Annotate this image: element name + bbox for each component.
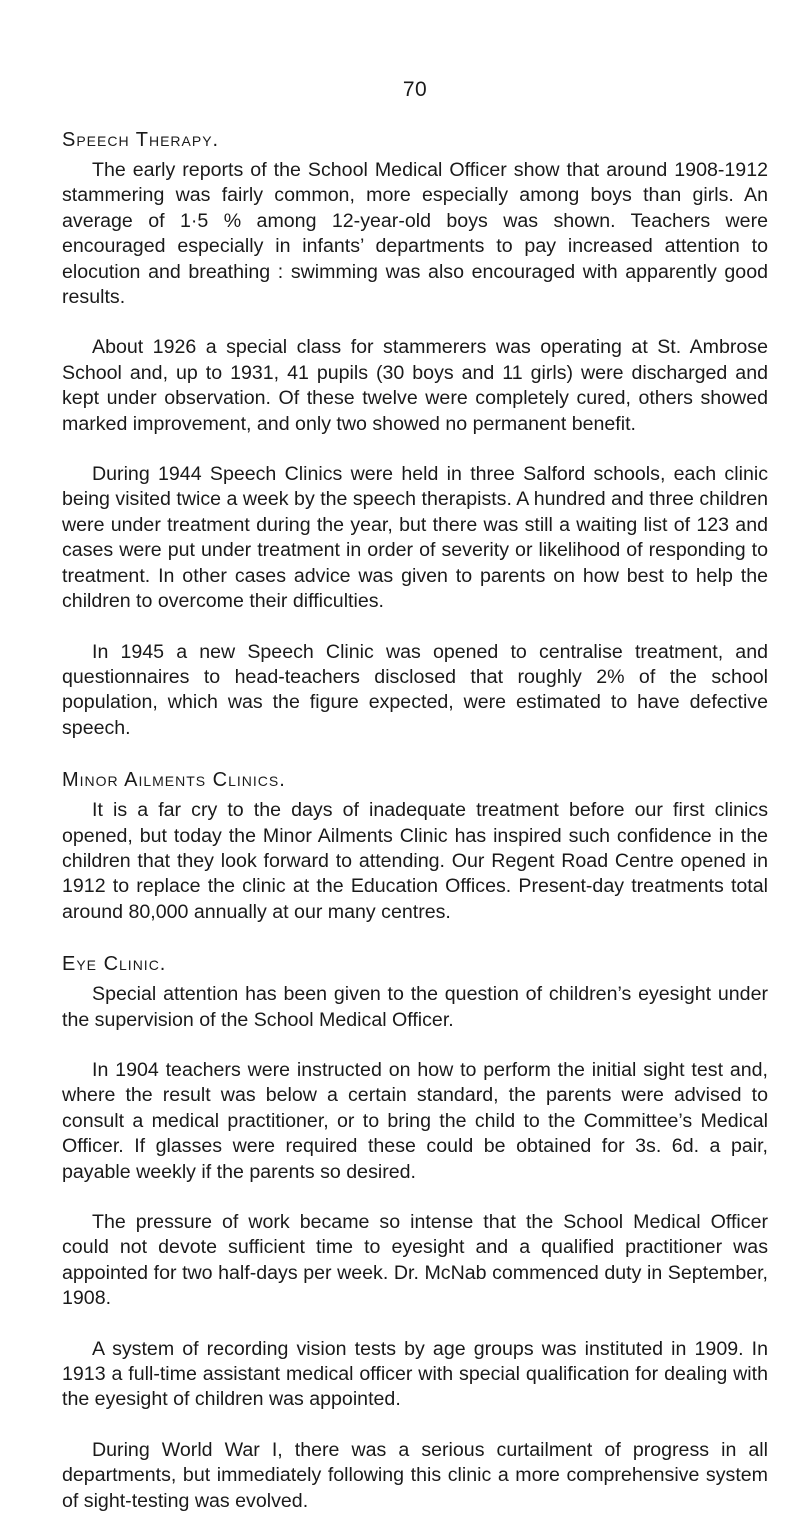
section-minor-ailments-clinics	[62, 766, 768, 925]
paragraph: The early reports of the School Medical Officer show that around 1908-1912 stammering was fairly common, more especially among boys than girls. An average of 1·5 % among 12-year-old boys was shown. Teachers were encouraged especially in infants’ departments to pay increased attention to elocution and breathing : swimming was also encouraged with apparently good results.	[62, 159, 768, 309]
paragraph: Special attention has been given to the question of children’s eyesight under the supervision of the School Medical Officer.	[62, 983, 768, 1031]
section-heading: Eye Clinic.	[62, 953, 167, 976]
paragraph: It is a far cry to the days of inadequate treatment before our first clinics opened, but today the Minor Ailments Clinic has inspired such confidence in the children that they look forward to attending. Our Regent Road Centre opened in 1912 to replace the clinic at the Education Offices. Present-day treatments total around 80,000 annually at our many centres.	[62, 799, 768, 923]
paragraph: About 1926 a special class for stammerers was operating at St. Ambrose School and, up to 1931, 41 pupils (30 boys and 11 girls) were discharged and kept under observation. Of these twelve were completely cured, others showed marked improvement, and only two showed no permanent benefit.	[62, 336, 768, 435]
section-heading: Minor Ailments Clinics.	[62, 769, 286, 792]
paragraph: A system of recording vision tests by age groups was instituted in 1909. In 1913 a full-time assistant medical officer with special qualification for dealing with the eyesight of children was appointed.	[62, 1337, 768, 1411]
section-eye-clinic	[62, 950, 768, 1514]
document-page	[62, 78, 768, 1539]
paragraph: In 1904 teachers were instructed on how to perform the initial sight test and, where the result was below a certain standard, the parents were advised to consult a medical practitioner, or to bring the child to the Committee’s Medical Officer. If glasses were required these could be obtained for 3s. 6d. a pair, payable weekly if the parents so desired.	[62, 1058, 768, 1183]
section-speech-therapy	[62, 126, 768, 741]
paragraph: The pressure of work became so intense that the School Medical Officer could not devote sufficient time to eyesight and a qualified practitioner was appointed for two half-days per week. Dr. McNab commenced duty in September, 1908.	[62, 1211, 768, 1310]
page-number: 70	[402, 78, 428, 101]
paragraph: During World War I, there was a serious curtailment of progress in all departments, but immediately following this clinic a more comprehensive system of sight-testing was evolved.	[62, 1438, 768, 1512]
section-heading: Speech Therapy.	[62, 129, 220, 151]
paragraph: In 1945 a new Speech Clinic was opened to centralise treatment, and questionnaires to head-teachers disclosed that roughly 2% of the school population, which was the figure expected, were estimated to have defective speech.	[62, 640, 768, 739]
paragraph: During 1944 Speech Clinics were held in three Salford schools, each clinic being visited twice a week by the speech therapists. A hundred and three children were under treatment during the year, but there was still a waiting list of 123 and cases were put under treatment in order of severity or likelihood of responding to treatment. In other cases advice was given to parents on how best to help the children to overcome their difficulties.	[62, 463, 768, 613]
